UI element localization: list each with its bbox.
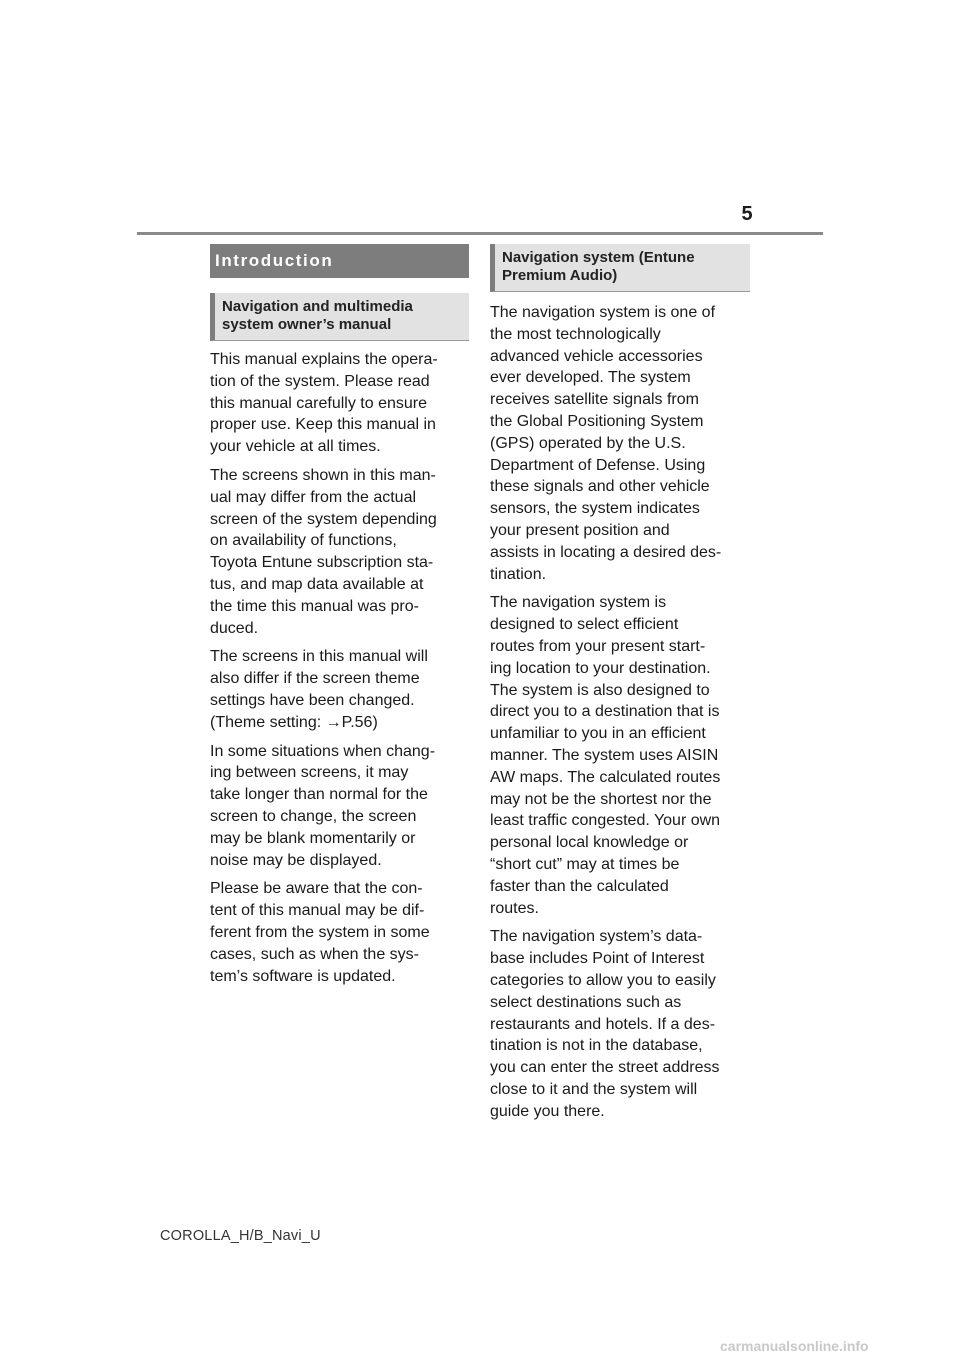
body-text-line: The system is also designed to	[490, 681, 710, 699]
subsection-title-line: Navigation system (Entune	[502, 249, 695, 266]
body-text-line: base includes Point of Interest	[490, 950, 705, 968]
body-text-line: The screens shown in this man-	[210, 466, 436, 484]
left-column	[210, 244, 469, 994]
body-text-line: tent of this manual may be dif-	[210, 902, 425, 920]
body-text-line: ing location to your destination.	[490, 659, 711, 677]
body-text-line: you can enter the street address	[490, 1059, 720, 1077]
body-text-line: may be blank momentarily or	[210, 829, 416, 847]
body-text-line: advanced vehicle accessories	[490, 347, 703, 365]
body-text-line: these signals and other vehicle	[490, 478, 710, 496]
body-text-line: This manual explains the opera-	[210, 351, 438, 368]
body-paragraph	[210, 878, 469, 987]
body-paragraph	[210, 646, 469, 733]
right-column	[490, 244, 750, 1129]
body-paragraph	[490, 926, 750, 1122]
body-text-line: assists in locating a desired des-	[490, 543, 722, 561]
body-text-line: ual may differ from the actual	[210, 488, 417, 506]
body-text-line: designed to select efficient	[490, 616, 679, 634]
body-text-line: categories to allow you to easily	[490, 971, 716, 989]
body-text-line: may not be the shortest nor the	[490, 790, 712, 808]
body-text-line: ing between screens, it may	[210, 764, 409, 782]
body-text-line: tination is not in the database,	[490, 1037, 703, 1055]
body-text-line: restaurants and hotels. If a des-	[490, 1015, 716, 1033]
body-text-line: (GPS) operated by the U.S.	[490, 434, 686, 452]
body-text-line: duced.	[210, 619, 259, 637]
body-text-line: the most technologically	[490, 325, 661, 343]
body-text-line: receives satellite signals from	[490, 391, 699, 409]
body-paragraph	[210, 349, 469, 458]
body-text-line: ever developed. The system	[490, 369, 691, 387]
body-text-line: routes from your present start-	[490, 637, 706, 655]
body-text-line: tination.	[490, 565, 547, 583]
body-text-line: tus, and map data available at	[210, 575, 424, 593]
page-number: 5	[741, 203, 753, 225]
document-code: COROLLA_H/B_Navi_U	[160, 1228, 321, 1244]
body-paragraph	[210, 465, 469, 639]
subsection-title-owners-manual	[210, 293, 469, 341]
left-body-text	[210, 349, 469, 987]
body-text-line: (Theme setting: →P.56)	[210, 713, 378, 731]
subsection-title-line: system owner’s manual	[222, 316, 392, 333]
body-text-line: The screens in this manual will	[210, 648, 428, 666]
body-text-line: tion of the system. Please read	[210, 372, 430, 390]
body-text-line: In some situations when chang-	[210, 742, 436, 760]
body-text-line: “short cut” may at times be	[490, 855, 680, 873]
subsection-title-line: Premium Audio)	[502, 267, 618, 284]
body-text-line: noise may be displayed.	[210, 851, 382, 869]
body-text-line: faster than the calculated	[490, 877, 669, 895]
body-text-line: take longer than normal for the	[210, 786, 428, 804]
body-text-line: screen to change, the screen	[210, 807, 417, 825]
body-text-line: least traffic congested. Your own	[490, 812, 721, 830]
body-text-line: screen of the system depending	[210, 510, 437, 528]
subsection-title-navigation-system	[490, 244, 750, 292]
body-text-line: unfamiliar to you in an efficient	[490, 725, 706, 743]
body-text-line: select destinations such as	[490, 993, 682, 1011]
body-text-line: your present position and	[490, 521, 670, 539]
body-text-line: close to it and the system will	[490, 1080, 698, 1098]
body-text-line: personal local knowledge or	[490, 834, 689, 852]
body-text-line: proper use. Keep this manual in	[210, 416, 436, 434]
body-text-line: The navigation system is	[490, 594, 667, 612]
body-text-line: on availability of functions,	[210, 532, 397, 550]
body-text-line: tem’s software is updated.	[210, 967, 396, 985]
body-text-line: cases, such as when the sys-	[210, 945, 419, 963]
header-divider	[137, 232, 823, 235]
body-text-line: this manual carefully to ensure	[210, 394, 427, 412]
body-text-line: your vehicle at all times.	[210, 438, 381, 456]
watermark: carmanualsonline.info	[720, 1338, 869, 1354]
body-text-line: AW maps. The calculated routes	[490, 768, 721, 786]
body-text-line: manner. The system uses AISIN	[490, 746, 719, 764]
body-text-line: settings have been changed.	[210, 691, 415, 709]
subsection-title-line: Navigation and multimedia	[222, 298, 413, 315]
section-title: Introduction	[210, 244, 469, 278]
body-text-line: Please be aware that the con-	[210, 880, 423, 898]
body-text-line: the time this manual was pro-	[210, 597, 419, 615]
body-text-line: routes.	[490, 899, 539, 917]
body-paragraph	[210, 741, 469, 872]
body-text-line: Toyota Entune subscription sta-	[210, 554, 434, 572]
body-text-line: Department of Defense. Using	[490, 456, 706, 474]
body-text-line: guide you there.	[490, 1102, 605, 1120]
body-paragraph	[490, 302, 750, 585]
body-text-line: direct you to a destination that is	[490, 703, 720, 721]
right-body-text	[490, 302, 750, 1122]
body-text-line: The navigation system’s data-	[490, 928, 703, 946]
body-paragraph	[490, 592, 750, 919]
body-text-line: the Global Positioning System	[490, 412, 704, 430]
body-text-line: sensors, the system indicates	[490, 500, 700, 518]
body-text-line: ferent from the system in some	[210, 923, 430, 941]
body-text-line: also differ if the screen theme	[210, 670, 420, 688]
body-text-line: The navigation system is one of	[490, 304, 716, 321]
